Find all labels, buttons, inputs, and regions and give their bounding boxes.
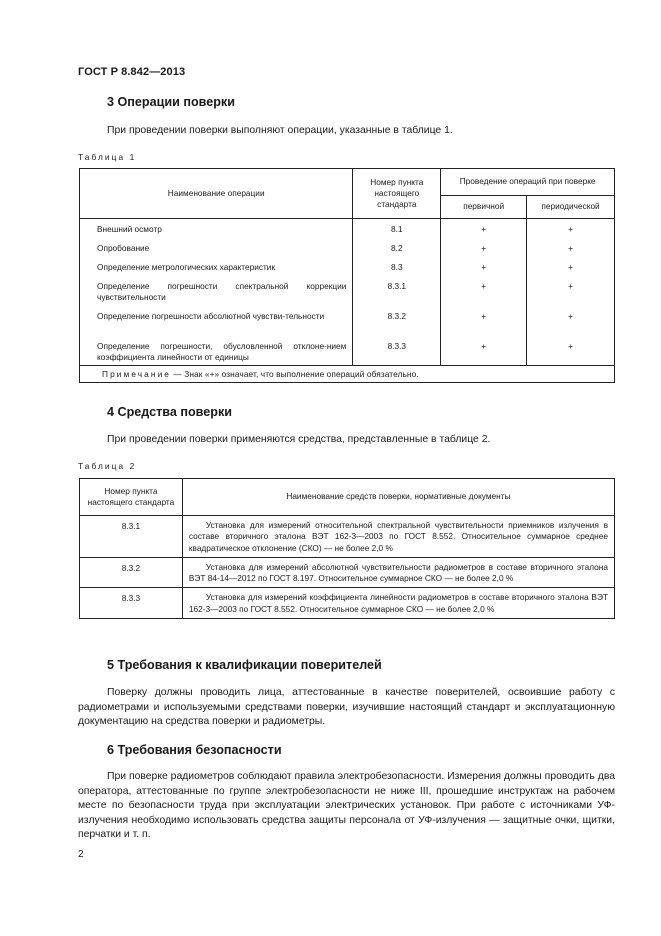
table-row bbox=[80, 336, 615, 366]
table-row bbox=[80, 257, 615, 276]
table-2 bbox=[79, 478, 615, 619]
t2-clause: 8.3.1 bbox=[80, 516, 183, 558]
page-number: 2 bbox=[78, 849, 84, 860]
t1-clause: 8.3 bbox=[353, 257, 441, 276]
t2-means-text: Установка для измерений коэффициента линейности радиометров в составе вторичного эталона ВЭТ 162-3—2003 по ГОСТ 8.552. Относительное суммарное СКО — не более 2,0 % bbox=[188, 592, 608, 614]
t2-cell bbox=[182, 588, 614, 619]
section-6-title: 6 Требования безопасности bbox=[107, 743, 282, 757]
t1-header-operation: Наименование операции bbox=[80, 169, 353, 219]
t1-periodic-mark: + bbox=[527, 219, 615, 238]
t1-primary-mark: + bbox=[441, 306, 527, 336]
t1-primary-mark: + bbox=[441, 219, 527, 238]
t1-note bbox=[80, 366, 615, 383]
table-row bbox=[80, 238, 615, 257]
t1-header-verification: Проведение операций при поверке bbox=[441, 169, 615, 196]
t1-primary-mark: + bbox=[441, 336, 527, 366]
section-3-title: 3 Операции поверки bbox=[107, 95, 235, 109]
table-1 bbox=[79, 168, 615, 383]
t1-periodic-mark: + bbox=[527, 276, 615, 306]
t1-clause: 8.3.1 bbox=[353, 276, 441, 306]
t2-means-text: Установка для измерений относительной спектральной чувствительности приемников излучения в составе вторичного эталона ВЭТ 162-3—2003 по ГОСТ 8.552. Относительное суммарное среднее квадратическое отклонение (СКО) — не более 2,0 % bbox=[188, 520, 608, 553]
t1-periodic-mark: + bbox=[527, 336, 615, 366]
t1-header-periodic: периодической bbox=[527, 196, 615, 219]
t2-clause: 8.3.3 bbox=[80, 588, 183, 619]
table-row bbox=[80, 306, 615, 336]
t1-periodic-mark: + bbox=[527, 238, 615, 257]
t1-periodic-mark: + bbox=[527, 306, 615, 336]
table-2-caption: Таблица 2 bbox=[78, 461, 137, 471]
table-row bbox=[80, 219, 615, 238]
section-4-title: 4 Средства поверки bbox=[107, 405, 232, 419]
t1-clause: 8.2 bbox=[353, 238, 441, 257]
document-header: ГОСТ Р 8.842—2013 bbox=[78, 66, 186, 78]
t1-primary-mark: + bbox=[441, 276, 527, 306]
t1-header-primary: первичной bbox=[441, 196, 527, 219]
t1-periodic-mark: + bbox=[527, 257, 615, 276]
t2-cell bbox=[182, 557, 614, 588]
t1-note-label: Примечание bbox=[102, 369, 172, 379]
t2-clause: 8.3.2 bbox=[80, 557, 183, 588]
t1-operation-name: Опробование bbox=[80, 238, 353, 257]
table-row bbox=[80, 588, 615, 619]
t1-clause: 8.1 bbox=[353, 219, 441, 238]
t1-header-clause: Номер пункта настоящего стандарта bbox=[353, 169, 441, 219]
t2-header-clause: Номер пункта настоящего стандарта bbox=[80, 479, 183, 516]
table-row bbox=[80, 516, 615, 558]
t1-clause: 8.3.3 bbox=[353, 336, 441, 366]
t1-operation-name: Определение погрешности абсолютной чувстви-тельности bbox=[80, 306, 353, 336]
t1-operation-name: Определение метрологических характеристик bbox=[80, 257, 353, 276]
t1-operation-name: Внешний осмотр bbox=[80, 219, 353, 238]
table-1-caption: Таблица 1 bbox=[78, 152, 137, 162]
t1-primary-mark: + bbox=[441, 238, 527, 257]
t1-note-text: — Знак «+» означает, что выполнение операций обязательно. bbox=[171, 369, 419, 379]
section-3-intro: При проведении поверки выполняют операции, указанные в таблице 1. bbox=[107, 125, 453, 136]
section-6-text: При поверке радиометров соблюдают правила электробезопасности. Измерения должны проводить два оператора, аттестованные по группе электробезопасности не ниже III, прошедшие инструктаж на рабочем месте по безопасности труда при эксплуатации электрических установок. При работе с источниками УФ-излучения необходимо использовать средства защиты персонала от УФ-излучения — защитные очки, щитки, перчатки и т. п. bbox=[78, 771, 615, 841]
t2-means-text: Установка для измерений абсолютной чувствительности радиометров в составе вторичного эталона ВЭТ 84-14—2012 по ГОСТ 8.197. Относительное суммарное СКО — не более 2,0 % bbox=[188, 561, 608, 584]
t1-primary-mark: + bbox=[441, 257, 527, 276]
table-row bbox=[80, 557, 615, 588]
t1-operation-name: Определение погрешности, обусловленной отклоне-нием коэффициента линейности от единицы bbox=[80, 336, 353, 366]
t1-clause: 8.3.2 bbox=[353, 306, 441, 336]
t1-operation-name: Определение погрешности спектральной коррекции чувствительности bbox=[80, 276, 353, 306]
section-4-intro: При проведении поверки применяются средства, представленные в таблице 2. bbox=[107, 434, 491, 445]
t2-header-means: Наименование средств поверки, нормативные документы bbox=[182, 479, 614, 516]
section-5-title: 5 Требования к квалификации поверителей bbox=[107, 658, 382, 672]
section-5-text: Поверку должны проводить лица, аттестованные в качестве поверителей, освоившие работу с радиометрами и используемыми средствами поверки, изучившие настоящий стандарт и эксплуатационную документацию на средства поверки и радиометры. bbox=[78, 687, 615, 728]
table-row bbox=[80, 276, 615, 306]
t2-cell bbox=[182, 516, 614, 558]
